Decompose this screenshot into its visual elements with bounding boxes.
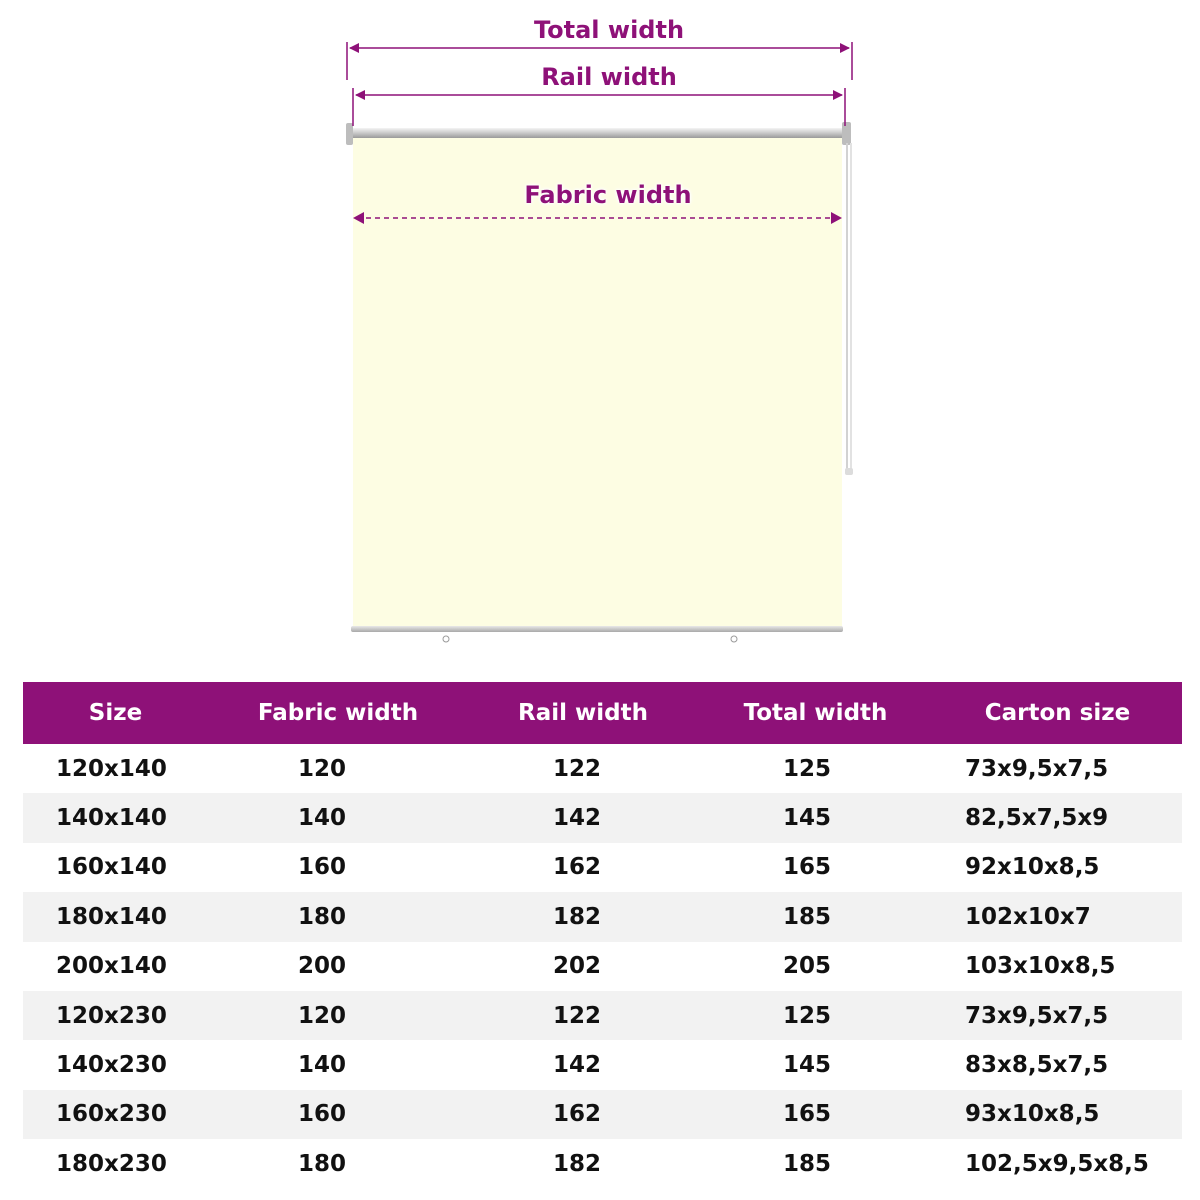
total-width-arrow-left — [349, 43, 359, 53]
fabric-panel — [353, 137, 842, 629]
table-row — [23, 892, 1182, 941]
rail-width-arrow-left — [355, 90, 365, 100]
total-width-arrow-right — [840, 43, 850, 53]
cord-weight — [845, 468, 853, 475]
cell-size: 140x230 — [56, 1052, 167, 1079]
cell-total-width: 145 — [783, 805, 832, 832]
cell-fabric-width: 180 — [298, 1150, 347, 1177]
cell-fabric-width: 200 — [298, 953, 347, 980]
table-row — [23, 1090, 1182, 1139]
cell-carton-size: 103x10x8,5 — [965, 953, 1116, 980]
cell-rail-width: 122 — [553, 1002, 602, 1029]
table-row — [23, 1139, 1182, 1188]
bottom-pull-ring-left — [443, 636, 449, 642]
header-rail-width: Rail width — [518, 700, 648, 726]
cell-carton-size: 92x10x8,5 — [965, 854, 1100, 881]
rail-end-cap-left — [346, 123, 353, 145]
cell-size: 140x140 — [56, 805, 167, 832]
table-row — [23, 991, 1182, 1040]
cell-rail-width: 162 — [553, 854, 602, 881]
table-header-row — [23, 682, 1182, 744]
header-size: Size — [88, 700, 143, 726]
cell-size: 120x230 — [56, 1002, 167, 1029]
cell-fabric-width: 180 — [298, 903, 347, 930]
cell-rail-width: 122 — [553, 755, 602, 782]
rail-width-arrow-right — [833, 90, 843, 100]
cell-fabric-width: 140 — [298, 1052, 347, 1079]
cell-fabric-width: 120 — [298, 755, 347, 782]
rail-end-cap-right — [842, 122, 851, 145]
table-row — [23, 744, 1182, 793]
cell-carton-size: 102,5x9,5x8,5 — [965, 1150, 1149, 1177]
cell-rail-width: 202 — [553, 953, 602, 980]
cell-total-width: 165 — [783, 854, 832, 881]
header-total-width: Total width — [743, 700, 888, 726]
bottom-bar — [351, 626, 843, 632]
cell-rail-width: 182 — [553, 903, 602, 930]
cell-carton-size: 93x10x8,5 — [965, 1101, 1100, 1128]
cell-size: 120x140 — [56, 755, 167, 782]
cell-total-width: 125 — [783, 1002, 832, 1029]
cell-total-width: 205 — [783, 953, 832, 980]
table-row — [23, 942, 1182, 991]
cell-carton-size: 82,5x7,5x9 — [965, 805, 1109, 832]
cell-fabric-width: 160 — [298, 854, 347, 881]
cell-size: 200x140 — [56, 953, 167, 980]
cell-size: 160x230 — [56, 1101, 167, 1128]
cell-total-width: 165 — [783, 1101, 832, 1128]
cell-total-width: 125 — [783, 755, 832, 782]
total-width-label: Total width — [533, 16, 685, 44]
table-header — [23, 682, 1182, 744]
cell-total-width: 145 — [783, 1052, 832, 1079]
top-rail — [349, 128, 847, 138]
cell-rail-width: 162 — [553, 1101, 602, 1128]
cell-rail-width: 142 — [553, 1052, 602, 1079]
cell-total-width: 185 — [783, 903, 832, 930]
size-table — [23, 682, 1182, 1189]
table-body — [23, 744, 1182, 1189]
bottom-pull-ring-right — [731, 636, 737, 642]
cell-carton-size: 73x9,5x7,5 — [965, 1002, 1109, 1029]
cell-carton-size: 102x10x7 — [965, 903, 1091, 930]
cell-size: 180x140 — [56, 903, 167, 930]
cell-fabric-width: 160 — [298, 1101, 347, 1128]
cell-carton-size: 83x8,5x7,5 — [965, 1052, 1109, 1079]
cell-fabric-width: 140 — [298, 805, 347, 832]
cell-total-width: 185 — [783, 1150, 832, 1177]
fabric-width-label: Fabric width — [524, 181, 692, 209]
table-row — [23, 793, 1182, 842]
rail-width-label: Rail width — [541, 63, 677, 91]
cell-rail-width: 142 — [553, 805, 602, 832]
cell-fabric-width: 120 — [298, 1002, 347, 1029]
table-row — [23, 1040, 1182, 1089]
cell-size: 180x230 — [56, 1150, 167, 1177]
cell-carton-size: 73x9,5x7,5 — [965, 755, 1109, 782]
table-row — [23, 843, 1182, 892]
cell-size: 160x140 — [56, 854, 167, 881]
cell-rail-width: 182 — [553, 1150, 602, 1177]
header-fabric-width: Fabric width — [257, 700, 419, 726]
header-carton-size: Carton size — [984, 700, 1131, 726]
